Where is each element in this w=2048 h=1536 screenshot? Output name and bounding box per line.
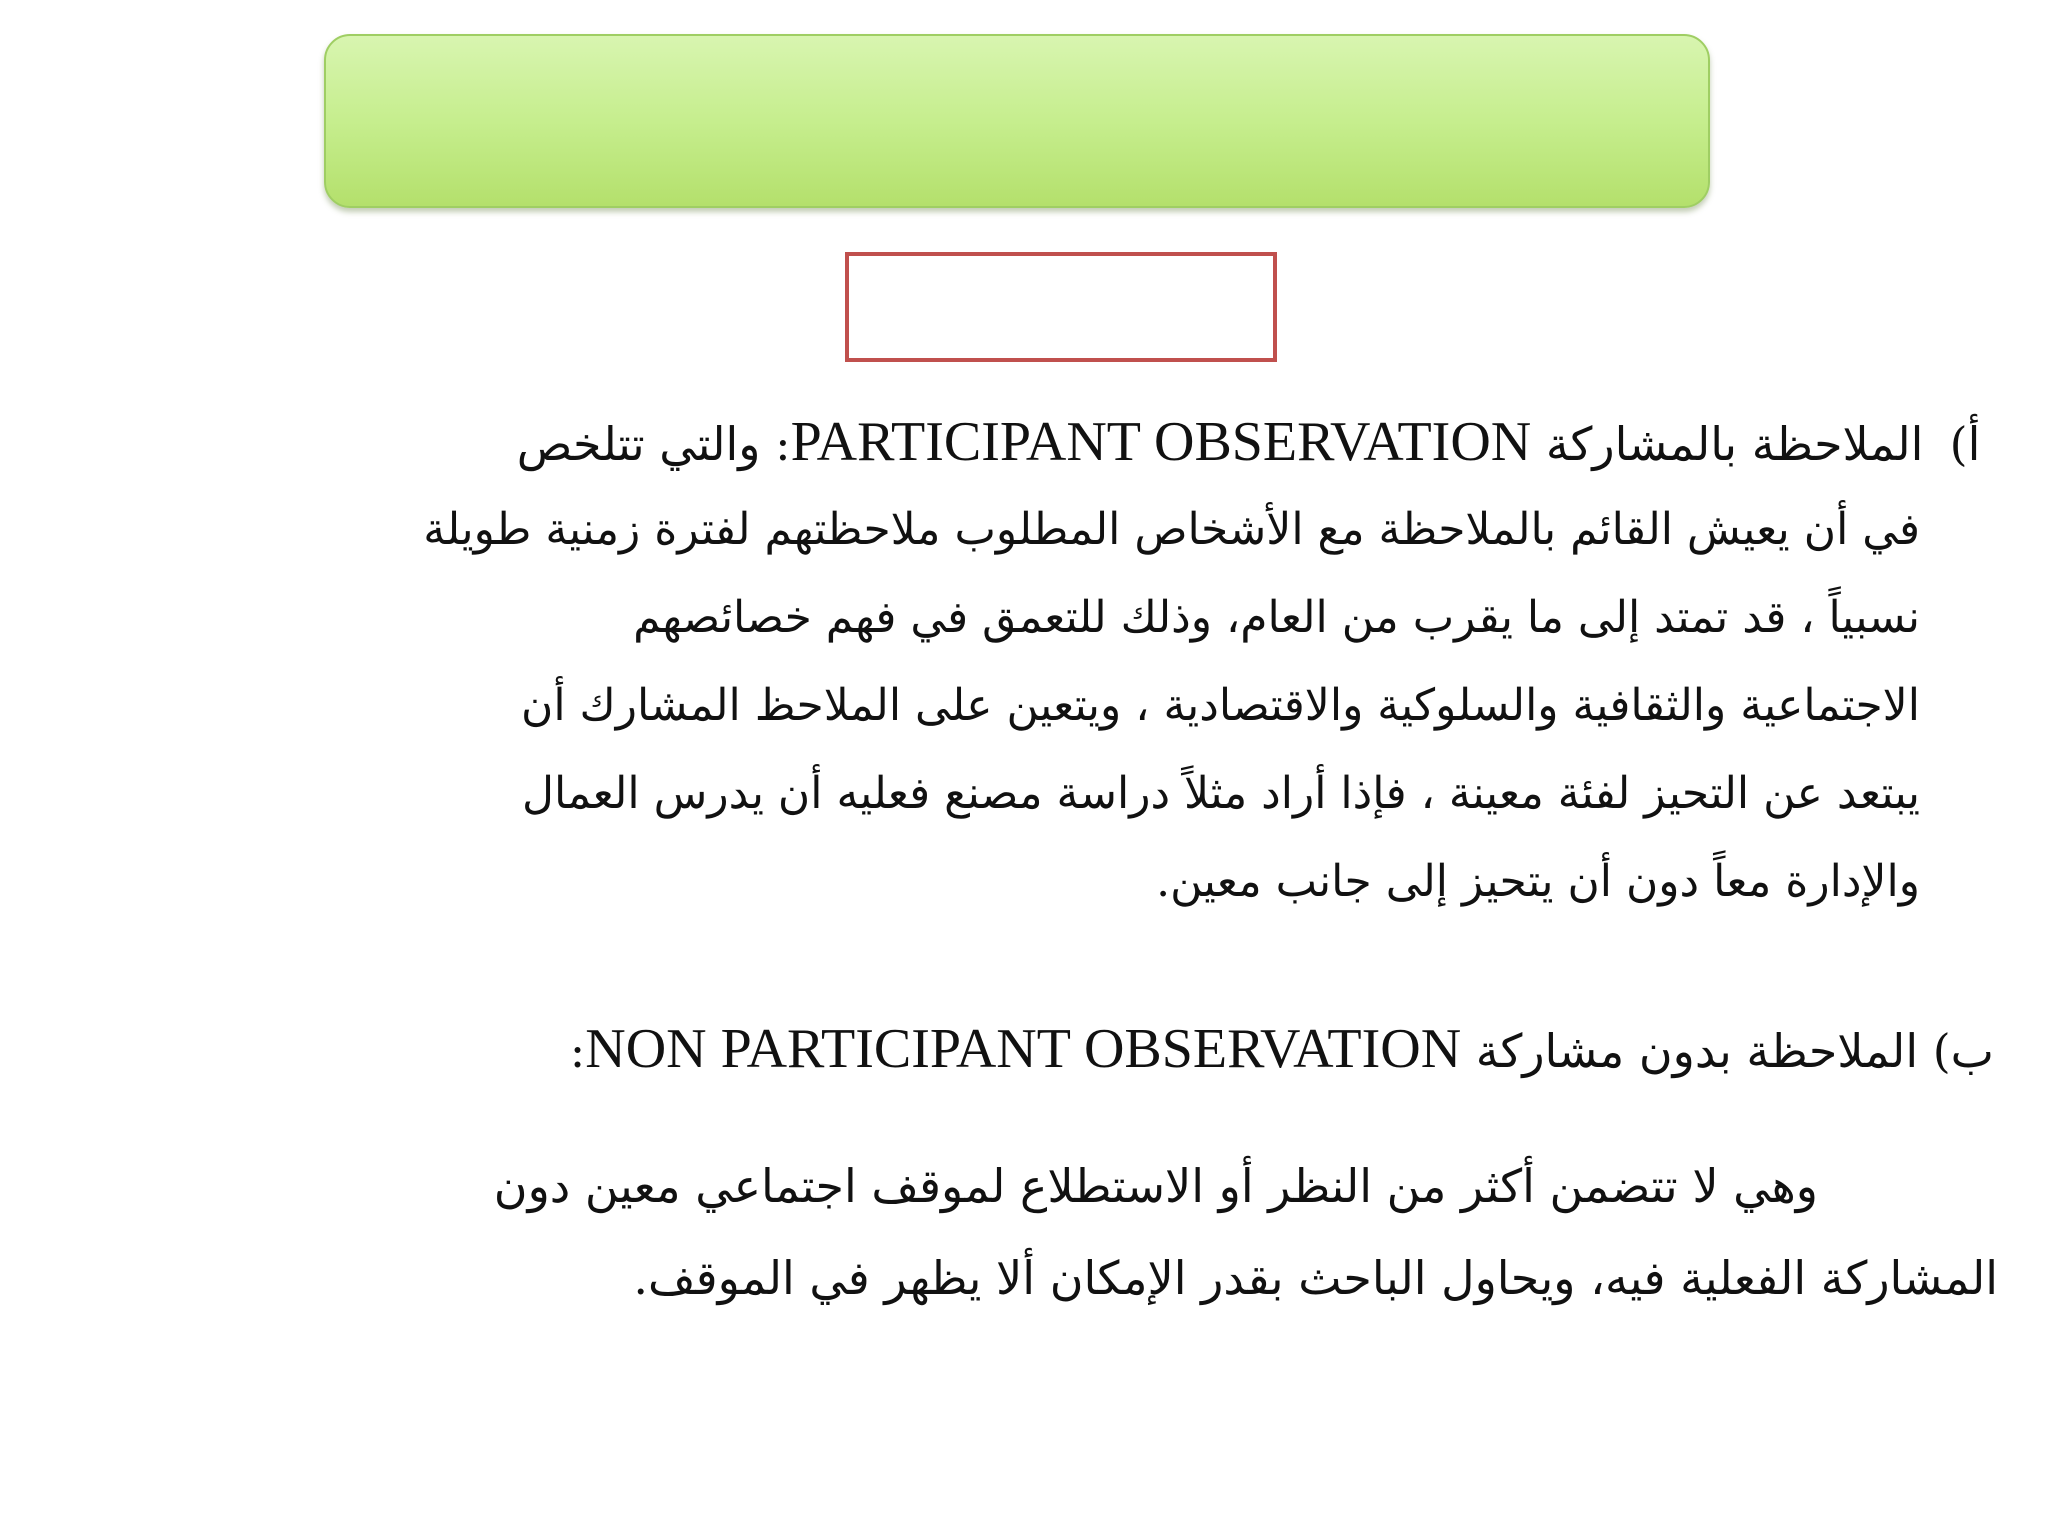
- section-b-line: وهي لا تتضمن أكثر من النظر أو الاستطلاع لموقف اجتماعي معين دون: [493, 1159, 1818, 1213]
- section-a-line: في أن يعيش القائم بالملاحظة مع الأشخاص المطلوب ملاحظتهم لفترة زمنية طويلة: [423, 504, 1920, 555]
- subtitle-box: [845, 252, 1277, 362]
- section-a-heading-english: PARTICIPANT OBSERVATION: [790, 411, 1532, 473]
- section-a-heading-arabic: الملاحظة بالمشاركة: [1545, 417, 1924, 471]
- section-a-marker: أ): [1949, 417, 1981, 471]
- section-a-heading-suffix: : والتي تتلخص: [516, 417, 791, 471]
- section-a-line: يبتعد عن التحيز لفئة معينة ، فإذا أراد مثلاً دراسة مصنع فعليه أن يدرس العمال: [521, 768, 1920, 819]
- section-a-line: والإدارة معاً دون أن يتحيز إلى جانب معين.: [1156, 856, 1920, 907]
- section-a-line: نسبياً ، قد تمتد إلى ما يقرب من العام، وذلك للتعمق في فهم خصائصهم: [633, 592, 1920, 643]
- section-b-heading-suffix: :: [569, 1024, 586, 1078]
- section-b-heading: [144, 1004, 1994, 1096]
- section-a-heading: [252, 398, 1992, 486]
- section-b-line: المشاركة الفعلية فيه، ويحاول الباحث بقدر الإمكان ألا يظهر في الموقف.: [633, 1251, 1998, 1305]
- section-b-heading-arabic: الملاحظة بدون مشاركة: [1475, 1024, 1919, 1078]
- section-a-line: الاجتماعية والثقافية والسلوكية والاقتصادية ، ويتعين على الملاحظ المشارك أن: [521, 680, 1920, 731]
- section-b-marker: ب): [1932, 1024, 1994, 1078]
- section-participant-observation: [252, 398, 1981, 926]
- title-banner: [324, 34, 1710, 208]
- section-non-participant-observation: [108, 1140, 1998, 1324]
- section-b-heading-english: NON PARTICIPANT OBSERVATION: [585, 1018, 1462, 1080]
